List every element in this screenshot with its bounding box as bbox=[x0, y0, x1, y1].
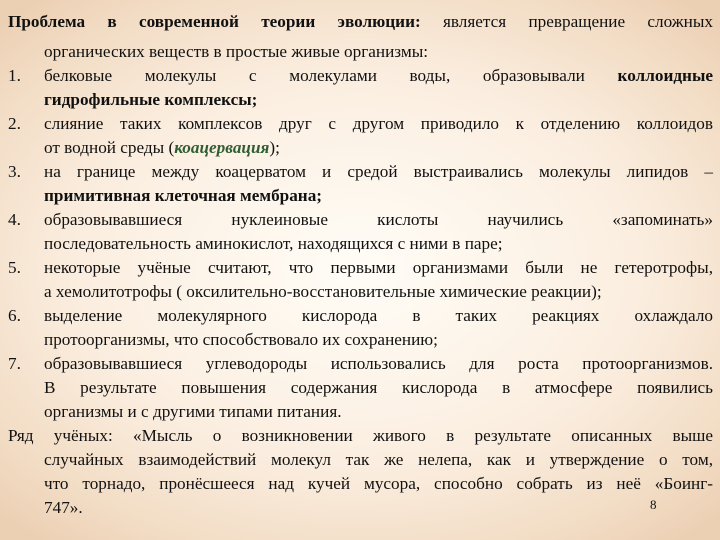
item-2-number: 2. bbox=[8, 114, 21, 133]
item-6-number: 6. bbox=[8, 306, 21, 325]
item-3-number: 3. bbox=[8, 162, 21, 181]
quote-line-2: случайных взаимодействий молекул так же нелепа, как и утверждение о том, bbox=[44, 450, 713, 469]
item-1-text: белковые молекулы с молекулами воды, образовывали bbox=[44, 66, 618, 85]
item-2-line-1: слияние таких комплексов друг с другом приводило к отделению коллоидов bbox=[44, 114, 713, 133]
item-4-line-2: последовательность аминокислот, находящихся с ними в паре; bbox=[44, 234, 503, 253]
item-3-bold: примитивная клеточная мембрана; bbox=[44, 186, 323, 205]
intro-line-1 bbox=[8, 10, 713, 34]
quote-line-1: Ряд учёных: «Мысль о возникновении живого в результате описанных выше bbox=[8, 426, 713, 445]
item-1-bold: коллоидные bbox=[617, 66, 713, 85]
intro-line-2: органических веществ в простые живые организмы: bbox=[44, 42, 429, 61]
item-2-text-a: от водной среды ( bbox=[44, 138, 175, 157]
item-3-line-2 bbox=[44, 184, 713, 208]
item-5-line-2: а хемолитотрофы ( оксилительно-восстановительные химические реакции); bbox=[44, 282, 602, 301]
item-7-line-1: образовывавшиеся углеводороды использовались для роста протоорганизмов. bbox=[44, 354, 713, 373]
item-3-line-1: на границе между коацерватом и средой выстраивались молекулы липидов – bbox=[44, 162, 713, 181]
item-1-number: 1. bbox=[8, 66, 21, 85]
item-2-line-2 bbox=[44, 136, 713, 160]
item-2-term: коацервация bbox=[174, 138, 270, 157]
intro-heading: Проблема в современной теории эволюции: bbox=[8, 12, 421, 31]
item-4-number: 4. bbox=[8, 210, 21, 229]
intro-heading-rest: является превращение сложных bbox=[420, 12, 713, 31]
page-number: 8 bbox=[650, 497, 657, 512]
item-1-bold-2: гидрофильные комплексы; bbox=[44, 90, 258, 109]
item-7-number: 7. bbox=[8, 354, 21, 373]
item-6-line-2: протоорганизмы, что способствовало их сохранению; bbox=[44, 330, 438, 349]
item-7-line-3: организмы и с другими типами питания. bbox=[44, 402, 342, 421]
quote-line-4: 747». bbox=[44, 498, 83, 517]
item-1-line-1 bbox=[44, 64, 713, 88]
item-5-line-1: некоторые учёные считают, что первыми организмами были не гетеротрофы, bbox=[44, 258, 713, 277]
quote-line-3: что торнадо, пронёсшееся над кучей мусора, способно собрать из неё «Боинг- bbox=[44, 474, 713, 493]
item-1-line-2 bbox=[44, 88, 713, 112]
item-2-text-c: ); bbox=[269, 138, 280, 157]
item-4-line-1: образовывавшиеся нуклеиновые кислоты научились «запоминать» bbox=[44, 210, 713, 229]
item-5-number: 5. bbox=[8, 258, 21, 277]
item-7-line-2: В результате повышения содержания кислорода в атмосфере появились bbox=[44, 378, 713, 397]
item-6-line-1: выделение молекулярного кислорода в таких реакциях охлаждало bbox=[44, 306, 713, 325]
